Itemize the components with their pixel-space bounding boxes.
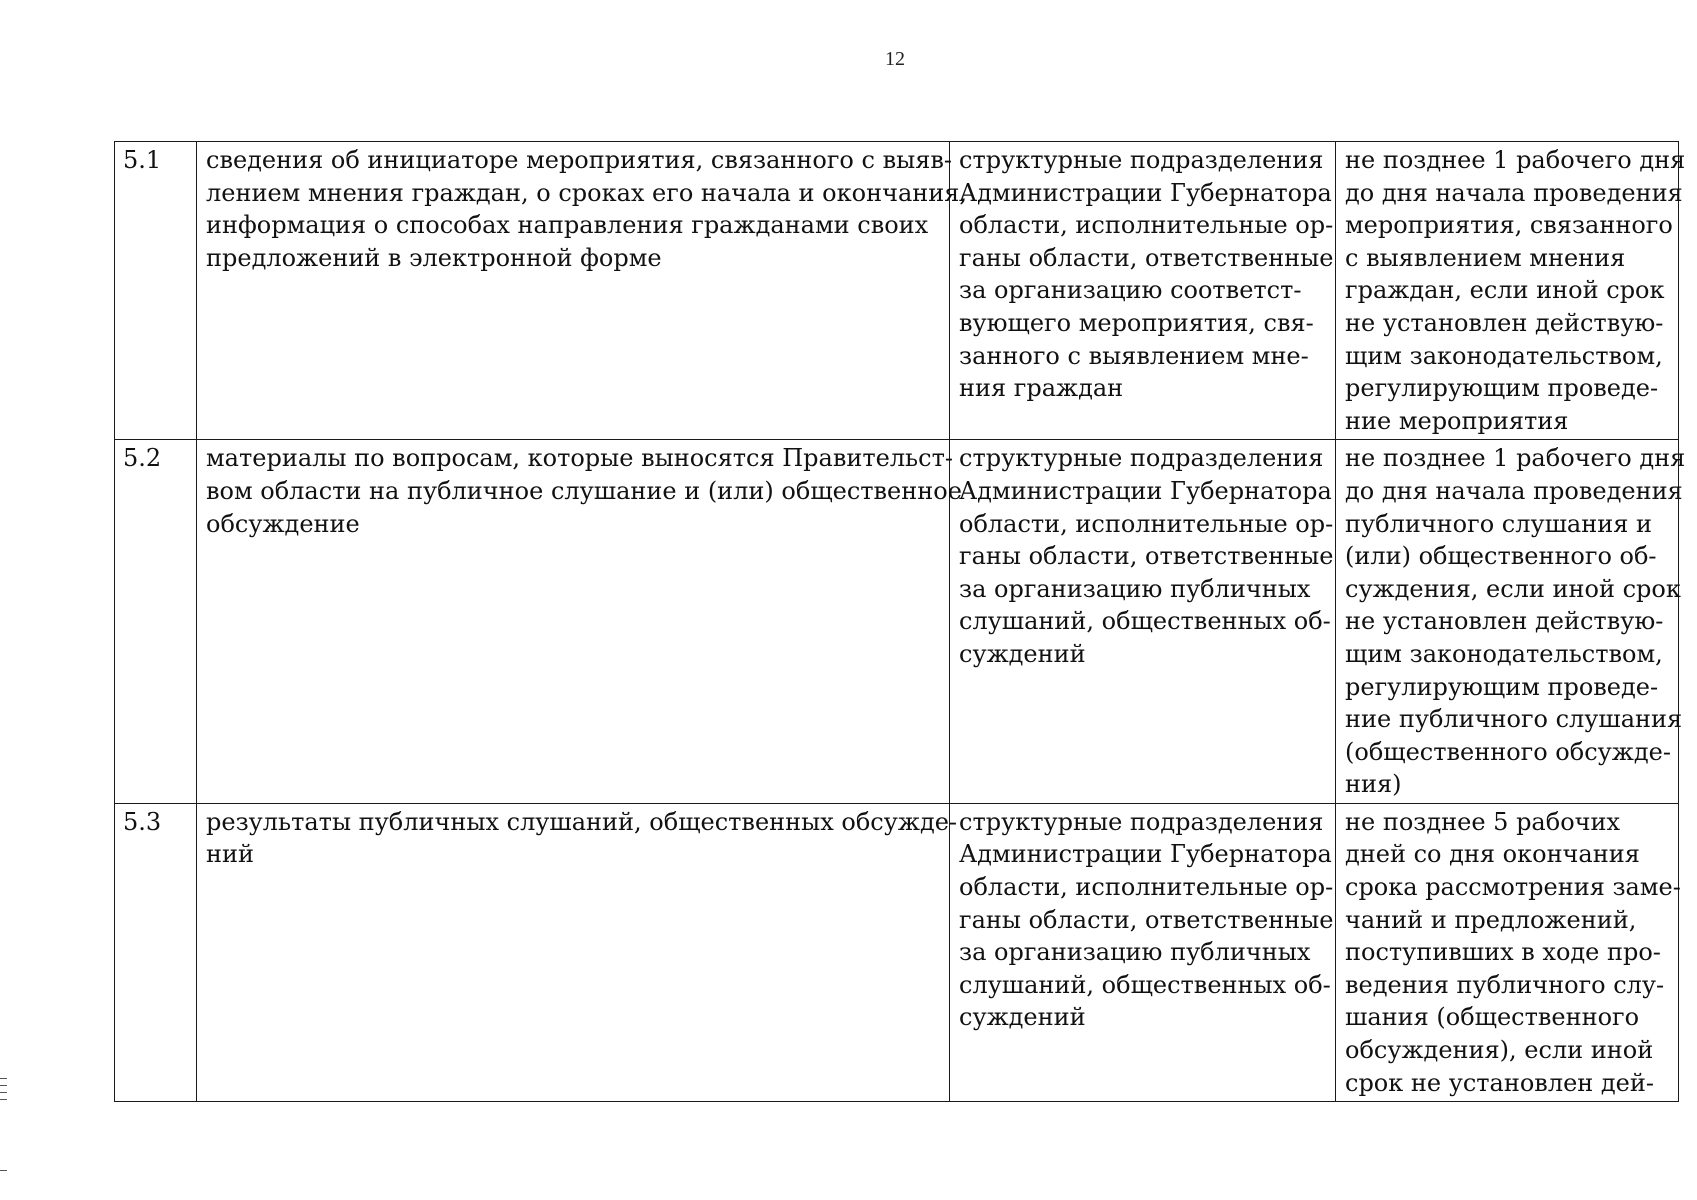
responsible-line: Администрации Губернатора [959, 840, 1332, 869]
responsible-line: вующего мероприятия, свя- [959, 308, 1314, 337]
responsible-line: Администрации Губернатора [959, 476, 1332, 505]
scan-margin-mark [0, 1170, 7, 1171]
term-line: публичного слушания и [1345, 509, 1652, 538]
row-number-cell [115, 440, 197, 804]
table-row [115, 440, 1679, 804]
responsible-line: ганы области, ответственные [959, 542, 1334, 571]
term-line: ние публичного слушания [1345, 705, 1683, 734]
term-cell [1336, 440, 1686, 804]
term-line: ние мероприятия [1345, 406, 1569, 435]
row-number-cell [115, 142, 197, 440]
row-number: 5.2 [123, 444, 162, 473]
term-line: до дня начала проведения [1345, 476, 1683, 505]
description-line: вом области на публичное слушание и (или) общественное [206, 476, 962, 505]
term-line: граждан, если иной срок [1345, 276, 1665, 305]
responsible-line: занного с выявлением мне- [959, 341, 1309, 370]
term-line: щим законодательством, [1345, 341, 1663, 370]
term-line: регулирующим проведе- [1345, 672, 1659, 701]
responsible-line: за организацию публичных [959, 938, 1311, 967]
term-line: не позднее 1 рабочего дня [1345, 444, 1686, 473]
term-line: до дня начала проведения [1345, 178, 1683, 207]
term-line: срок не установлен дей- [1345, 1068, 1654, 1097]
responsible-line: ния граждан [959, 374, 1124, 403]
description-line: сведения об инициаторе мероприятия, связанного с выяв- [206, 146, 952, 174]
responsible-line: суждений [959, 1003, 1086, 1032]
term-line: поступивших в ходе про- [1345, 938, 1661, 967]
term-line: чаний и предложений, [1345, 905, 1637, 934]
term-line: ния) [1345, 770, 1402, 799]
responsible-line: области, исполнительные ор- [959, 873, 1334, 902]
table-row [115, 142, 1679, 440]
page-number: 12 [885, 48, 905, 70]
responsible-line: слушаний, общественных об- [959, 607, 1331, 636]
document-table [114, 141, 1686, 1102]
responsible-line: за организацию соответст- [959, 276, 1302, 305]
responsible-line: Администрации Губернатора [959, 178, 1332, 207]
description-line: информация о способах направления гражданами своих [206, 211, 929, 240]
row-number-cell [115, 803, 197, 1101]
responsible-line: суждений [959, 639, 1086, 668]
description-line: предложений в электронной форме [206, 243, 662, 272]
term-line: ведения публичного слу- [1345, 970, 1665, 999]
term-line: не позднее 1 рабочего дня [1345, 146, 1686, 174]
description-line: материалы по вопросам, которые выносятся Правительст- [206, 444, 953, 473]
term-line: обсуждения), если иной [1345, 1036, 1654, 1065]
table-row [115, 803, 1679, 1101]
term-line: не установлен действую- [1345, 607, 1664, 636]
term-line: с выявлением мнения [1345, 243, 1626, 272]
responsible-line: ганы области, ответственные [959, 905, 1334, 934]
scan-margin-mark [0, 1078, 7, 1079]
responsible-line: структурные подразделения [959, 807, 1324, 836]
responsible-line: области, исполнительные ор- [959, 211, 1334, 240]
term-cell [1336, 142, 1686, 440]
description-cell [197, 803, 958, 1101]
responsible-line: ганы области, ответственные [959, 243, 1334, 272]
term-line: шания (общественного [1345, 1003, 1640, 1032]
term-line: не позднее 5 рабочих [1345, 807, 1621, 836]
term-line: не установлен действую- [1345, 308, 1664, 337]
description-line: обсуждение [206, 509, 360, 538]
scan-margin-mark [0, 1085, 7, 1086]
row-number: 5.3 [123, 807, 162, 836]
description-line: результаты публичных слушаний, общественных обсужде- [206, 807, 958, 836]
scan-margin-mark [0, 1099, 7, 1100]
responsible-cell [950, 142, 1336, 440]
term-cell [1336, 803, 1679, 1101]
term-line: суждения, если иной срок [1345, 574, 1681, 603]
responsible-cell [950, 803, 1336, 1101]
term-line: мероприятия, связанного [1345, 211, 1673, 240]
term-line: (или) общественного об- [1345, 542, 1657, 571]
description-line: ний [206, 840, 254, 869]
term-line: щим законодательством, [1345, 639, 1663, 668]
term-line: (общественного обсужде- [1345, 737, 1671, 766]
term-line: срока рассмотрения заме- [1345, 873, 1681, 902]
responsible-line: слушаний, общественных об- [959, 970, 1331, 999]
responsible-line: структурные подразделения [959, 146, 1324, 174]
scan-margin-mark [0, 1092, 7, 1093]
description-line: лением мнения граждан, о сроках его начала и окончания, [206, 178, 968, 207]
responsible-line: структурные подразделения [959, 444, 1324, 473]
description-cell [197, 142, 968, 440]
responsible-cell [950, 440, 1336, 804]
row-number: 5.1 [123, 146, 162, 174]
responsible-line: области, исполнительные ор- [959, 509, 1334, 538]
responsible-line: за организацию публичных [959, 574, 1311, 603]
term-line: дней со дня окончания [1345, 840, 1640, 869]
term-line: регулирующим проведе- [1345, 374, 1659, 403]
description-cell [197, 440, 962, 804]
